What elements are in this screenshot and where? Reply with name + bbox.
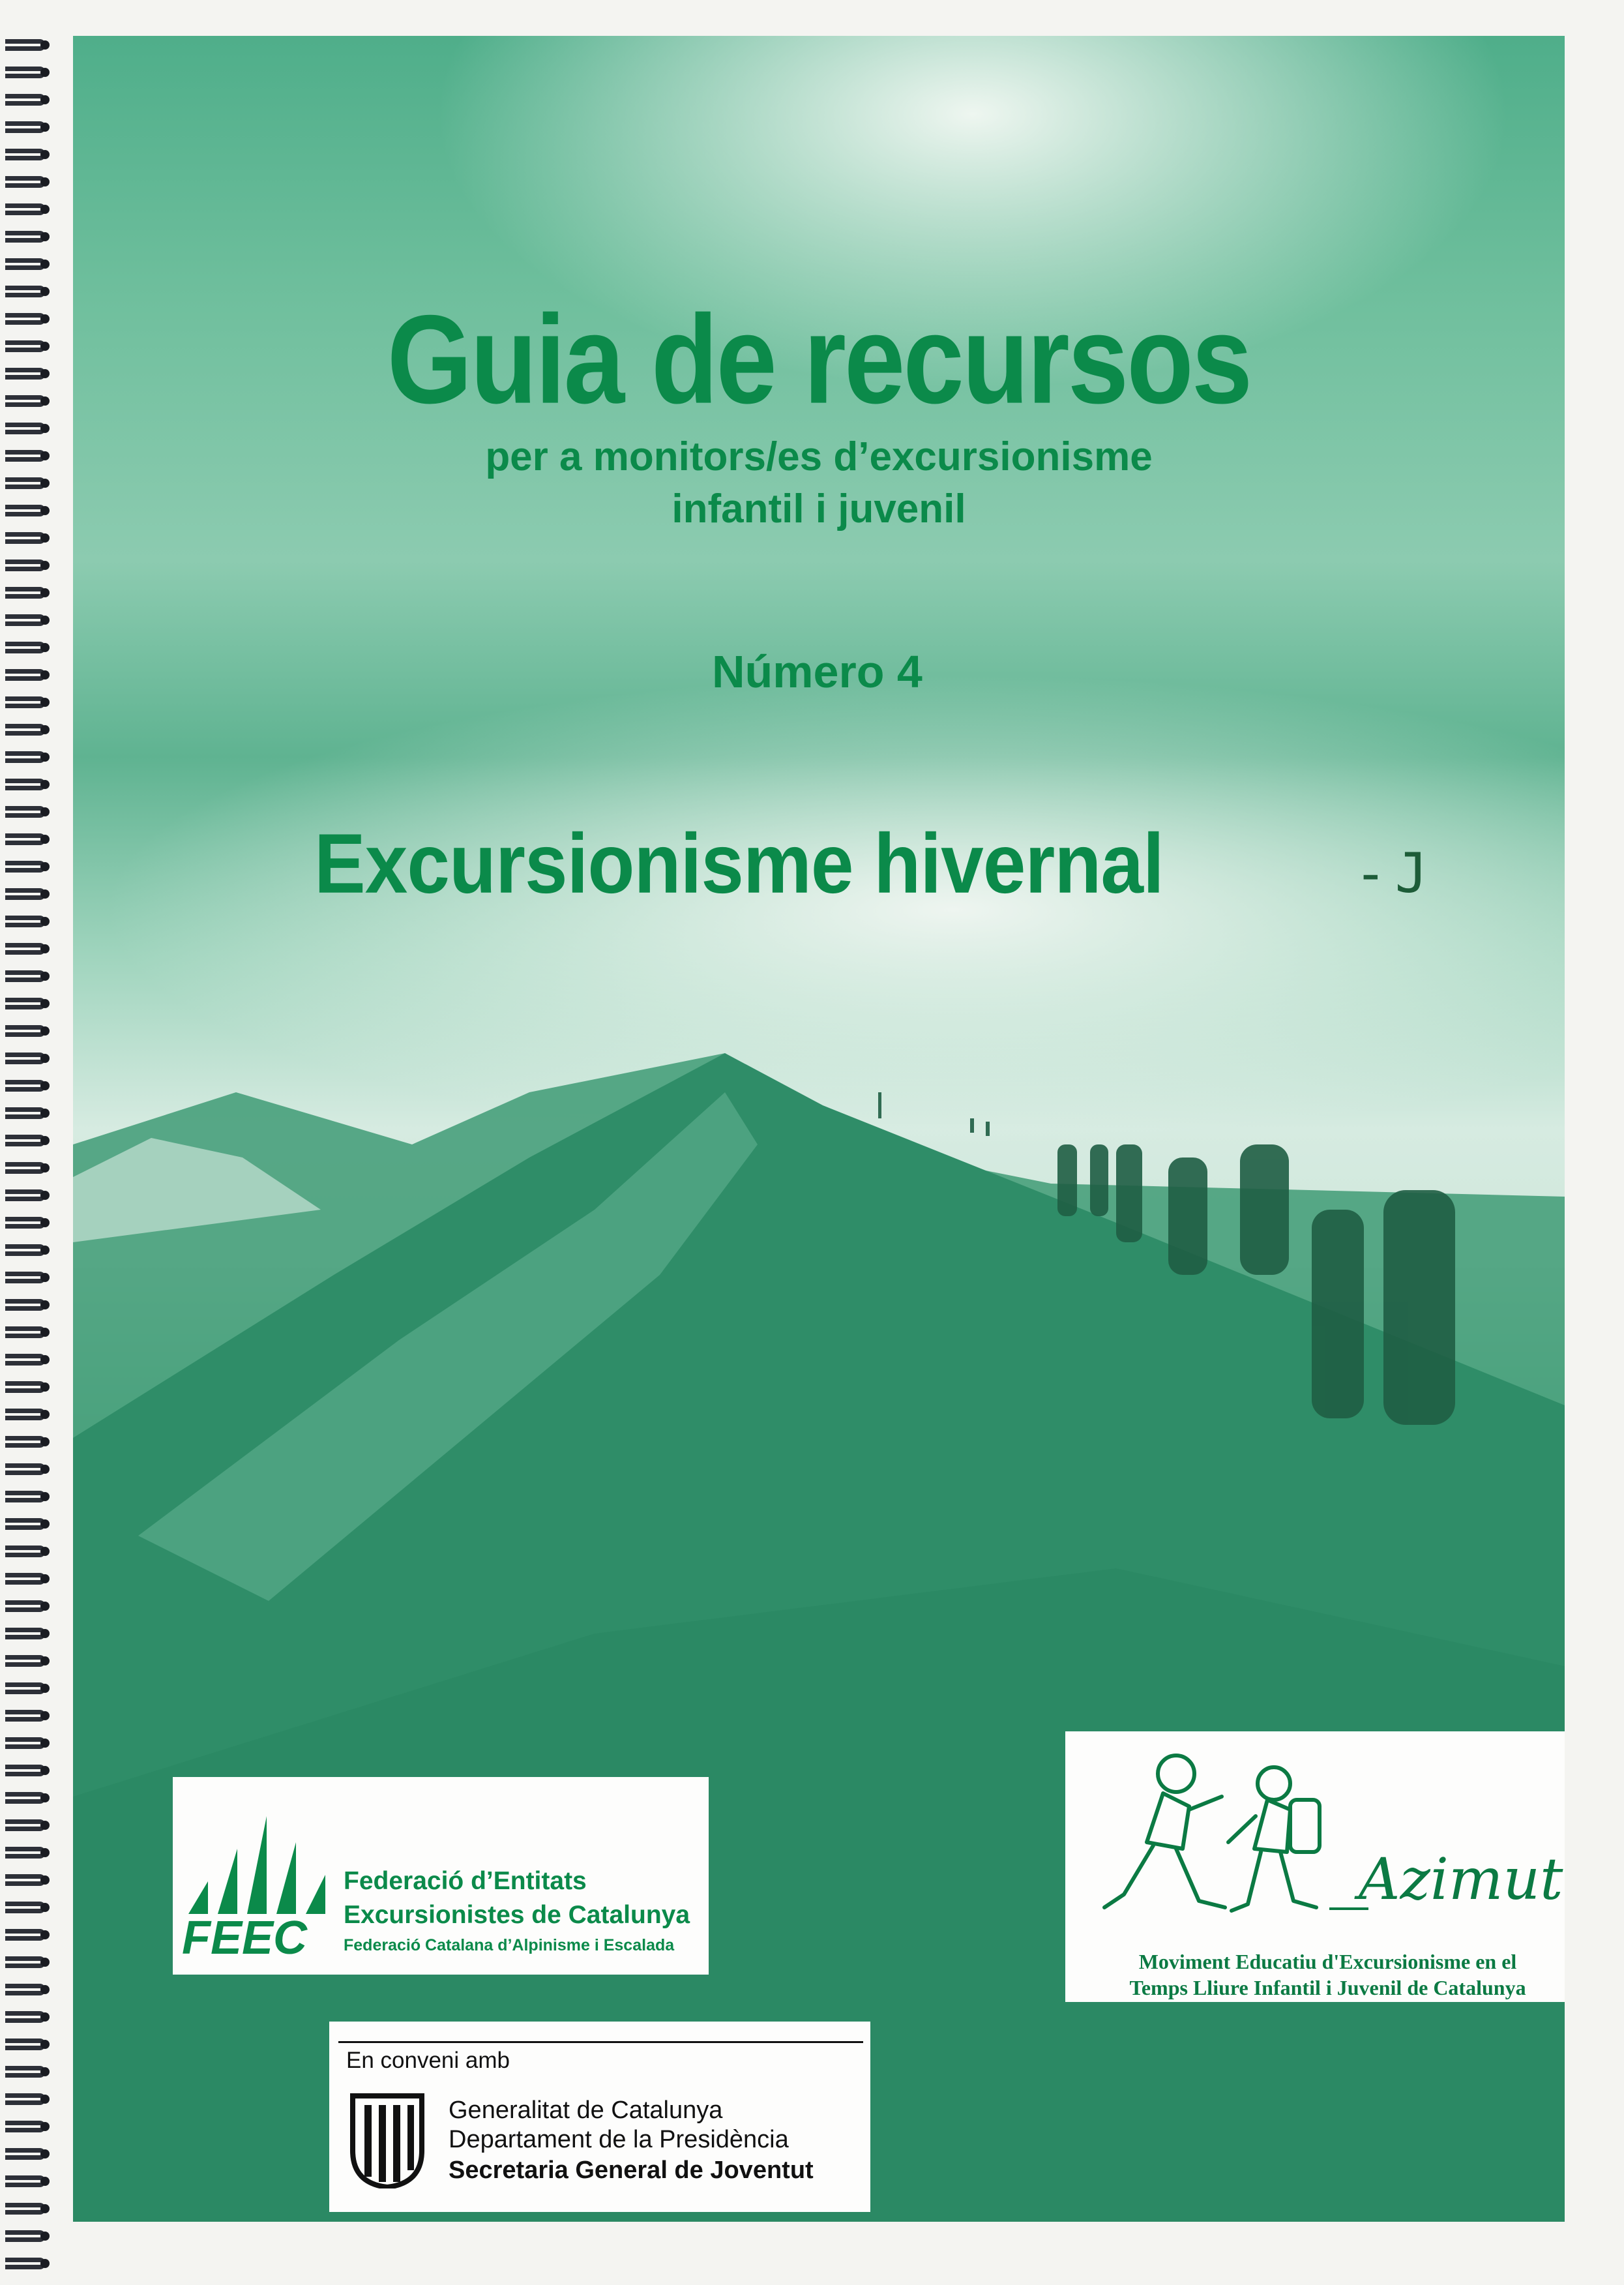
binding-hole (40, 1246, 50, 1255)
binding-hole (40, 1382, 50, 1392)
binding-hole (40, 1300, 50, 1309)
binding-ring (5, 423, 46, 434)
binding-hole (40, 2204, 50, 2213)
binding-ring (5, 395, 46, 407)
azimut-description-line1: Moviment Educatiu d'Excursionisme en el (1138, 1950, 1517, 1973)
binding-ring (5, 1354, 46, 1366)
binding-ring (5, 1272, 46, 1283)
binding-hole (40, 2067, 50, 2076)
binding-hole (40, 1163, 50, 1172)
binding-hole (40, 753, 50, 762)
generalitat-box (329, 2022, 870, 2212)
binding-ring (5, 669, 46, 681)
binding-hole (40, 889, 50, 899)
binding-hole (40, 232, 50, 241)
binding-ring (5, 1244, 46, 1256)
binding-hole (40, 1793, 50, 1802)
binding-ring (5, 1381, 46, 1393)
binding-hole (40, 150, 50, 159)
binding-ring (5, 1409, 46, 1420)
binding-hole (40, 2040, 50, 2049)
binding-ring (5, 1956, 46, 1968)
binding-ring (5, 751, 46, 763)
binding-ring (5, 1737, 46, 1749)
binding-ring (5, 2203, 46, 2215)
binding-hole (40, 177, 50, 187)
feec-line3: Federació Catalana d’Alpinisme i Escalada (344, 1936, 675, 1954)
binding-hole (40, 205, 50, 214)
binding-ring (5, 1053, 46, 1064)
binding-hole (40, 1821, 50, 1830)
issue-number: Número 4 (712, 646, 923, 697)
binding-hole (40, 1026, 50, 1036)
binding-ring (5, 149, 46, 160)
binding-hole (40, 698, 50, 707)
binding-ring (5, 231, 46, 243)
binding-ring (5, 1573, 46, 1585)
binding-ring (5, 1902, 46, 1913)
binding-hole (40, 1081, 50, 1090)
binding-ring (5, 1491, 46, 1502)
binding-ring (5, 1107, 46, 1119)
binding-hole (40, 807, 50, 816)
divider (338, 2041, 863, 2043)
binding-ring (5, 1189, 46, 1201)
binding-ring (5, 2258, 46, 2269)
binding-hole (40, 451, 50, 460)
binding-ring (5, 2121, 46, 2132)
binding-ring (5, 1518, 46, 1530)
binding-ring (5, 1162, 46, 1174)
binding-hole (40, 1492, 50, 1501)
binding-hole (40, 643, 50, 652)
binding-hole (40, 2012, 50, 2022)
binding-ring (5, 1819, 46, 1831)
binding-ring (5, 587, 46, 599)
binding-ring (5, 1025, 46, 1037)
binding-ring (5, 1710, 46, 1722)
cover-photo (73, 36, 1565, 2222)
binding-hole (40, 616, 50, 625)
binding-hole (40, 95, 50, 104)
binding-ring (5, 1326, 46, 1338)
hikers-cartoon-icon (1085, 1744, 1346, 1927)
binding-hole (40, 1218, 50, 1227)
binding-hole (40, 1848, 50, 1857)
binding-ring (5, 614, 46, 626)
feec-line2: Excursionistes de Catalunya (344, 1901, 690, 1929)
binding-hole (40, 944, 50, 953)
binding-hole (40, 1711, 50, 1720)
binding-hole (40, 1958, 50, 1967)
binding-hole (40, 917, 50, 926)
binding-ring (5, 203, 46, 215)
binding-ring (5, 1628, 46, 1639)
binding-ring (5, 916, 46, 927)
binding-hole (40, 1629, 50, 1638)
binding-hole (40, 68, 50, 77)
binding-hole (40, 1602, 50, 1611)
generalitat-line1: Generalitat de Catalunya (449, 2097, 723, 2124)
binding-hole (40, 314, 50, 323)
binding-ring (5, 861, 46, 873)
binding-ring (5, 1463, 46, 1475)
binding-ring (5, 1792, 46, 1804)
binding-hole (40, 1191, 50, 1200)
binding-ring (5, 2093, 46, 2105)
binding-hole (40, 835, 50, 844)
binding-ring (5, 94, 46, 106)
binding-hole (40, 1465, 50, 1474)
binding-hole (40, 2095, 50, 2104)
binding-ring (5, 39, 46, 51)
cover-topic: Excursionisme hivernal (314, 816, 1164, 912)
binding-ring (5, 1436, 46, 1448)
binding-ring (5, 1135, 46, 1146)
binding-ring (5, 2148, 46, 2160)
binding-ring (5, 532, 46, 544)
binding-ring (5, 368, 46, 380)
binding-hole (40, 1136, 50, 1145)
binding-ring (5, 1984, 46, 1995)
binding-ring (5, 970, 46, 982)
binding-hole (40, 725, 50, 734)
binding-ring (5, 1217, 46, 1229)
binding-hole (40, 40, 50, 50)
binding-hole (40, 561, 50, 570)
spiral-binding (0, 0, 62, 2285)
binding-ring (5, 313, 46, 325)
azimut-name: Azimut (1359, 1845, 1563, 1913)
azimut-logo-box (1065, 1731, 1565, 2002)
binding-ring (5, 1299, 46, 1311)
binding-hole (40, 780, 50, 789)
binding-hole (40, 287, 50, 296)
binding-ring (5, 176, 46, 188)
binding-ring (5, 779, 46, 790)
binding-ring (5, 505, 46, 516)
binding-ring (5, 724, 46, 736)
binding-hole (40, 1355, 50, 1364)
generalitat-line3: Secretaria General de Joventut (449, 2157, 814, 2184)
binding-ring (5, 258, 46, 270)
binding-ring (5, 1847, 46, 1859)
binding-hole (40, 1903, 50, 1912)
binding-hole (40, 862, 50, 871)
binding-hole (40, 123, 50, 132)
binding-ring (5, 943, 46, 955)
binding-ring (5, 2175, 46, 2187)
binding-ring (5, 286, 46, 297)
generalitat-line2: Departament de la Presidència (449, 2126, 789, 2153)
binding-ring (5, 1765, 46, 1776)
handwritten-mark: -J (1354, 841, 1436, 905)
binding-ring (5, 2230, 46, 2242)
binding-hole (40, 1273, 50, 1282)
binding-ring (5, 1874, 46, 1886)
binding-ring (5, 1655, 46, 1667)
feec-abbreviation: FEEC (182, 1912, 308, 1964)
binding-hole (40, 1875, 50, 1885)
binding-ring (5, 1600, 46, 1612)
binding-hole (40, 479, 50, 488)
binding-hole (40, 670, 50, 680)
binding-ring (5, 888, 46, 900)
binding-hole (40, 396, 50, 406)
azimut-description-line2: Temps Lliure Infantil i Juvenil de Catalunya (1129, 1976, 1526, 1999)
binding-hole (40, 588, 50, 597)
binding-hole (40, 1574, 50, 1583)
binding-hole (40, 1328, 50, 1337)
binding-ring (5, 1929, 46, 1941)
catalonia-shield-icon (349, 2092, 426, 2188)
binding-ring (5, 67, 46, 78)
binding-ring (5, 2066, 46, 2078)
binding-hole (40, 1930, 50, 1939)
binding-hole (40, 1739, 50, 1748)
binding-hole (40, 533, 50, 543)
agreement-label: En conveni amb (346, 2048, 510, 2073)
binding-ring (5, 806, 46, 818)
binding-ring (5, 642, 46, 653)
binding-ring (5, 998, 46, 1009)
binding-hole (40, 999, 50, 1008)
binding-hole (40, 1985, 50, 1994)
binding-ring (5, 2011, 46, 2023)
binding-ring (5, 2039, 46, 2050)
binding-ring (5, 833, 46, 845)
binding-ring (5, 450, 46, 462)
binding-hole (40, 506, 50, 515)
binding-hole (40, 2259, 50, 2268)
feec-line1: Federació d’Entitats (344, 1867, 587, 1895)
binding-hole (40, 1766, 50, 1775)
binding-hole (40, 1684, 50, 1693)
binding-ring (5, 477, 46, 489)
binding-hole (40, 1109, 50, 1118)
binding-hole (40, 2177, 50, 2186)
cover-subtitle-line2: infantil i juvenil (672, 486, 966, 531)
binding-hole (40, 1519, 50, 1529)
binding-hole (40, 369, 50, 378)
cover-title: Guia de recursos (387, 288, 1251, 430)
binding-hole (40, 1410, 50, 1419)
binding-ring (5, 1080, 46, 1092)
binding-hole (40, 972, 50, 981)
binding-hole (40, 1656, 50, 1665)
binding-ring (5, 696, 46, 708)
binding-hole (40, 342, 50, 351)
binding-hole (40, 2122, 50, 2131)
binding-ring (5, 340, 46, 352)
binding-hole (40, 2232, 50, 2241)
binding-hole (40, 1054, 50, 1063)
binding-ring (5, 1546, 46, 1557)
binding-ring (5, 121, 46, 133)
binding-hole (40, 1547, 50, 1556)
feec-mountain-logo (182, 1803, 338, 1914)
binding-hole (40, 2149, 50, 2158)
binding-ring (5, 1682, 46, 1694)
binding-hole (40, 260, 50, 269)
feec-logo-box (173, 1777, 709, 1975)
binding-hole (40, 424, 50, 433)
binding-hole (40, 1437, 50, 1446)
cover-subtitle-line1: per a monitors/es d’excursionisme (485, 434, 1153, 479)
binding-ring (5, 560, 46, 571)
